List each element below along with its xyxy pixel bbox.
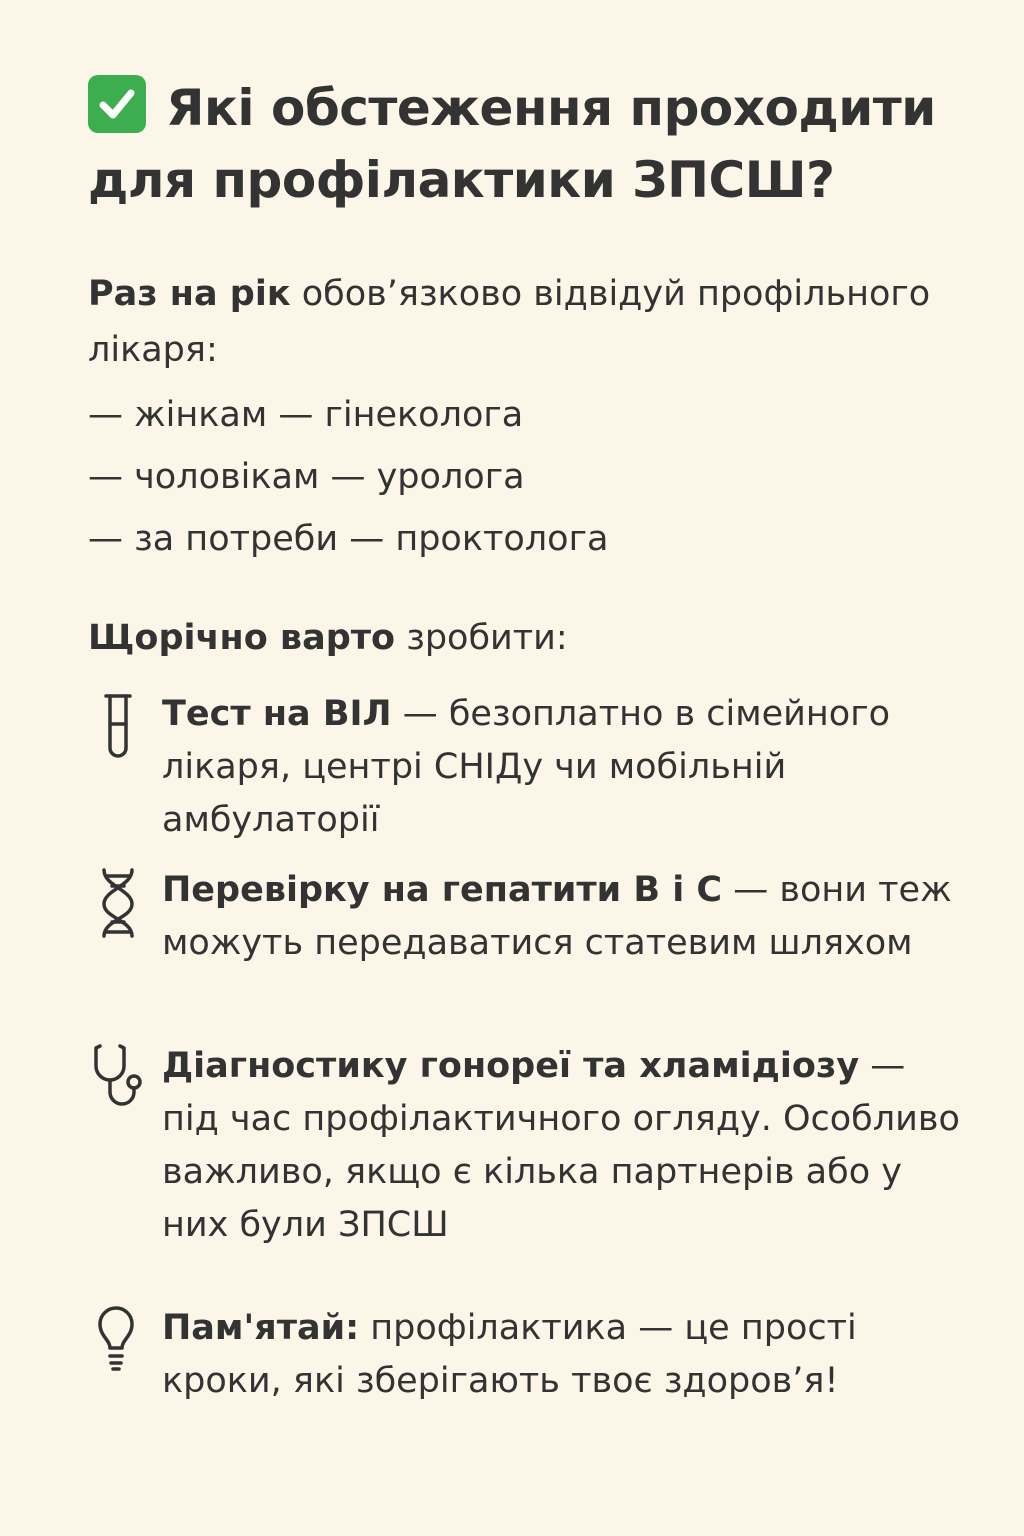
tip-rest: профілактика — це прості кроки, які зберігають твоє здоров’я! — [162, 1308, 857, 1401]
doctor-item-men: — чоловікам — уролога — [88, 457, 525, 497]
test-bold-hepatitis: Перевірку на гепатити В і С — [162, 870, 723, 910]
page-title — [88, 72, 968, 216]
test-rest-hiv: — безоплатно в сімейного лікаря, центрі СНІДу чи мобільній амбулаторії — [162, 694, 891, 840]
title-text: Які обстеження проходити для профілактики ЗПСШ? — [88, 79, 936, 209]
light-bulb-icon — [88, 1302, 148, 1378]
doctor-item-proctologist: — за потреби — проктолога — [88, 519, 609, 559]
test-text-hiv — [162, 688, 962, 847]
tip-bold: Пам'ятай: — [162, 1308, 360, 1348]
test-text-gonorrhea — [162, 1040, 962, 1252]
test-text-hepatitis — [162, 864, 962, 970]
test-rest-gonorrhea: — під час профілактичного огляду. Особливо важливо, якщо є кілька партнерів або у них були ЗПСШ — [162, 1046, 960, 1245]
test-bold-gonorrhea: Діагностику гонореї та хламідіозу — [162, 1046, 860, 1086]
check-mark-button-icon — [88, 75, 146, 133]
intro-rest: обов’язково відвідуй профільного лікаря: — [88, 274, 931, 370]
doctor-item-women: — жінкам — гінеколога — [88, 395, 524, 435]
yearly-rest: зробити: — [395, 618, 568, 658]
test-tube-icon — [88, 688, 148, 764]
test-bold-hiv: Тест на ВІЛ — [162, 694, 392, 734]
dna-icon — [88, 864, 148, 940]
intro-bold: Раз на рік — [88, 274, 291, 314]
doctor-list — [88, 384, 968, 570]
stethoscope-icon — [88, 1040, 148, 1116]
yearly-heading — [88, 610, 568, 666]
yearly-bold: Щорічно варто — [88, 618, 396, 658]
tip-text — [162, 1302, 962, 1408]
intro-paragraph — [88, 266, 968, 378]
test-rest-hepatitis: — вони теж можуть передаватися статевим шляхом — [162, 870, 952, 963]
